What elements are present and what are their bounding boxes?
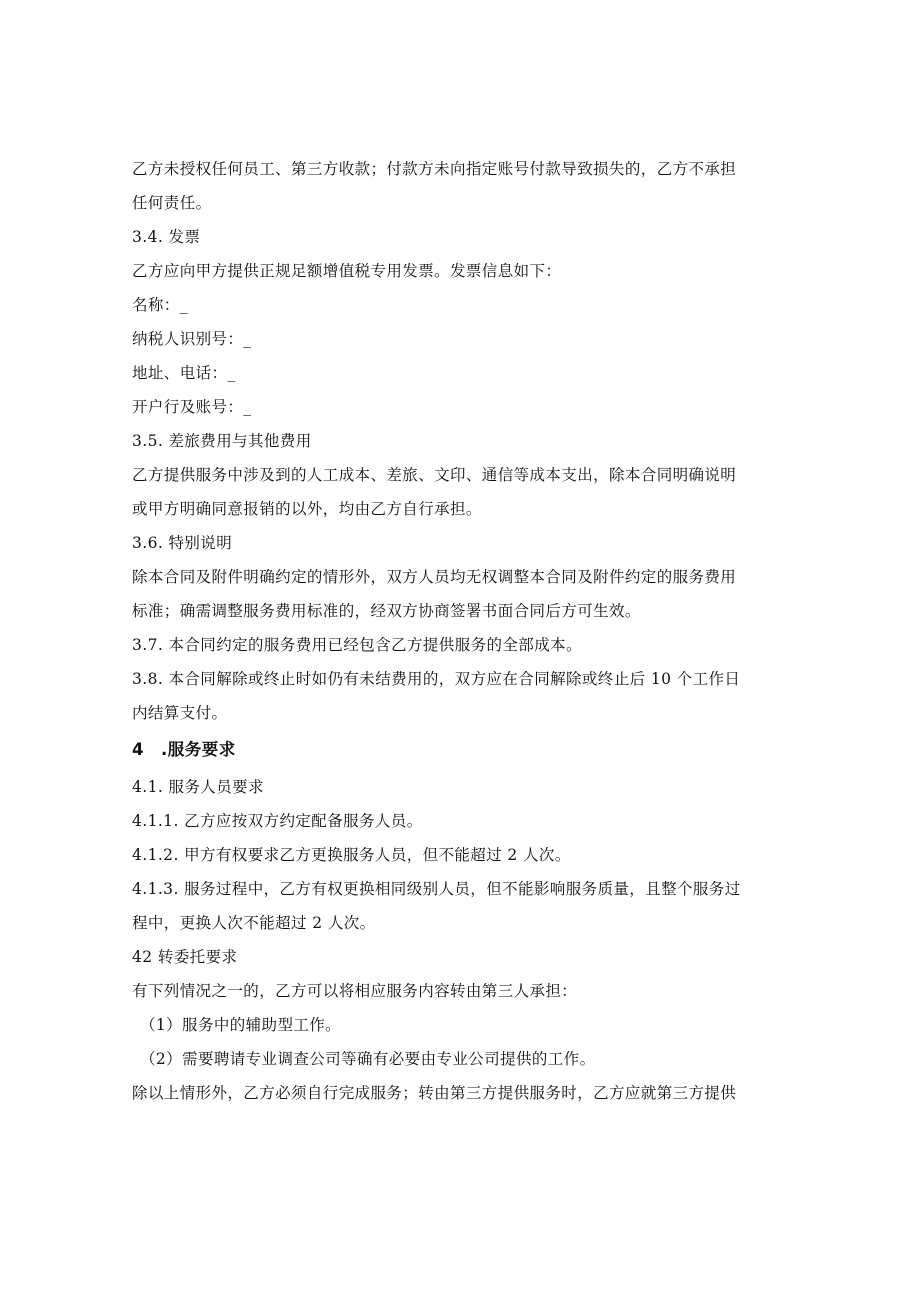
invoice-name-line: 名称：_ xyxy=(132,296,188,314)
section-title-3-5: 3.5. 差旅费用与其他费用 xyxy=(132,432,312,450)
paragraph-line: 有下列情况之一的，乙方可以将相应服务内容转由第三人承担： xyxy=(132,982,578,1000)
invoice-taxpayer-id-line: 纳税人识别号：_ xyxy=(132,330,252,348)
paragraph-line: 乙方提供服务中涉及到的人工成本、差旅、文印、通信等成本支出，除本合同明确说明 xyxy=(132,466,737,484)
list-item: （2）需要聘请专业调查公司等确有必要由专业公司提供的工作。 xyxy=(140,1050,596,1068)
paragraph-line: 程中，更换人次不能超过 2 人次。 xyxy=(132,914,376,932)
section-title-4-2: 42 转委托要求 xyxy=(132,948,238,966)
paragraph-line: 除本合同及附件明确约定的情形外，双方人员均无权调整本合同及附件约定的服务费用 xyxy=(132,568,737,586)
paragraph-line: 乙方应向甲方提供正规足额增值税专用发票。发票信息如下： xyxy=(132,262,562,280)
paragraph-line: 标准；确需调整服务费用标准的，经双方协商签署书面合同后方可生效。 xyxy=(132,602,641,620)
section-title-3-6: 3.6. 特别说明 xyxy=(132,534,233,552)
paragraph-line: 内结算支付。 xyxy=(132,704,228,722)
list-item: （1）服务中的辅助型工作。 xyxy=(140,1016,342,1034)
clause-4-1-1: 4.1.1. 乙方应按双方约定配备服务人员。 xyxy=(132,812,423,830)
clause-3-8: 3.8. 本合同解除或终止时如仍有未结费用的，双方应在合同解除或终止后 10 个工作日 xyxy=(132,670,741,688)
paragraph-line: 除以上情形外，乙方必须自行完成服务；转由第三方提供服务时，乙方应就第三方提供 xyxy=(132,1084,737,1102)
paragraph-line: 或甲方明确同意报销的以外，均由乙方自行承担。 xyxy=(132,500,482,518)
invoice-bank-account-line: 开户行及账号：_ xyxy=(132,398,252,416)
invoice-address-phone-line: 地址、电话：_ xyxy=(132,364,236,382)
clause-4-1-2: 4.1.2. 甲方有权要求乙方更换服务人员，但不能超过 2 人次。 xyxy=(132,846,571,864)
document-body xyxy=(132,152,782,1110)
section-title-4-1: 4.1. 服务人员要求 xyxy=(132,778,264,796)
section-title-3-4: 3.4. 发票 xyxy=(132,228,201,246)
section-heading-4: 4 .服务要求 xyxy=(132,740,236,759)
paragraph-line: 任何责任。 xyxy=(132,194,212,212)
clause-3-7: 3.7. 本合同约定的服务费用已经包含乙方提供服务的全部成本。 xyxy=(132,636,582,654)
clause-4-1-3: 4.1.3. 服务过程中，乙方有权更换相同级别人员，但不能影响服务质量，且整个服务过 xyxy=(132,880,741,898)
paragraph-line: 乙方未授权任何员工、第三方收款；付款方未向指定账号付款导致损失的，乙方不承担 xyxy=(132,160,737,178)
